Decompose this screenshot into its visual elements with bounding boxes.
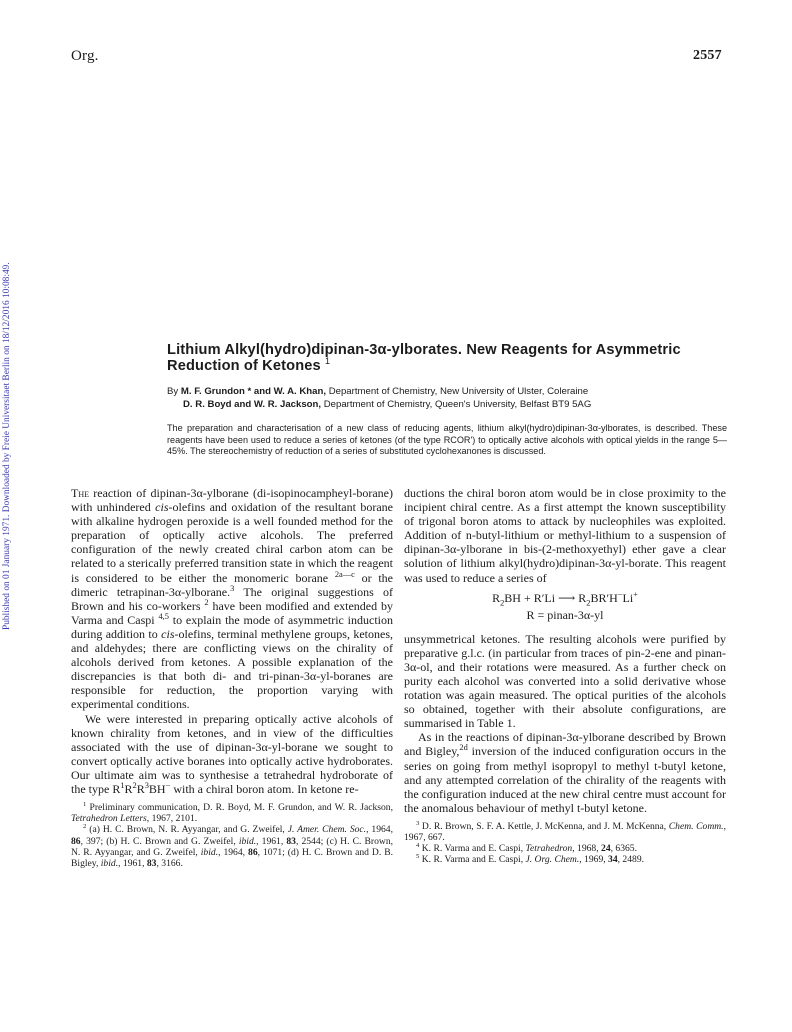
body-paragraph-3: ductions the chiral boron atom would be in close proximity to the incipient chiral centre. As a first attempt the known susceptibility of trigonal boron atoms to attack by nucleophiles was exploited. Addition of n-butyl-lithium or methyl-lithium to a suspension of dipinan-3α-ylborane in bis-(2-methoxyethyl) ether gave a clear solution of lithium alkyl(hydro)dipinan-3α-yl-borate. This reagent was used to reduce a series of [404,486,726,585]
article-title [167,342,727,374]
text-run: As in the reactions of dipinan-3α-ylborane described by Brown and Bigley, [404,730,726,759]
body-paragraph-2 [71,712,393,797]
footnote-5 [404,854,726,865]
subscript: 2 [586,598,591,608]
italic-run: cis [155,500,169,515]
equation-line-1 [404,590,726,607]
author-line-2 [167,399,737,412]
author-prefix: By [167,386,181,397]
text-run: , 1968, [572,843,602,855]
text-run: , 1967, 667. [404,820,726,844]
author-affiliation-2: Department of Chemistry, Queen's University, Belfast BT9 5AG [321,398,592,410]
text-run: K. R. Varma and E. Caspi, [419,843,526,855]
text-run: , 1964, [218,846,249,858]
text-run: , 1961, [118,858,147,870]
footnote-number: 3 [416,819,420,827]
author-line-1 [167,386,737,399]
journal-name: Tetrahedron [525,843,573,855]
download-notice[interactable]: Published on 01 January 1971. Downloaded by Freie Universitaet Berlin on 18/12/2016 10:08:49. [2,262,12,630]
text-run: , 397; (b) H. C. Brown and G. Zweifel, [80,835,239,847]
text-run: Preliminary communication, D. R. Boyd, M. F. Grundon, and W. R. Jackson, [86,802,393,814]
footnote-4 [404,843,726,854]
citation-ref: 4,5 [158,611,169,621]
citation-ref: 2d [459,743,468,753]
footnote-number: 4 [416,842,420,850]
title-footnote-ref: 1 [325,356,331,367]
footnote-number: 1 [83,800,87,808]
volume: 34 [608,854,618,866]
footnote-number: 5 [416,853,420,861]
text-run: -olefins and oxidation of the resultant borane with alkaline hydrogen peroxide is a well founded method for the preparation of optically active alcohols. The preferred configuration of the newly created chiral carbon atom can be related to a sterically preferred transition state in which the reagent is considered to be either the monomeric borane [71,500,393,585]
journal-name: J. Amer. Chem. Soc. [287,824,367,836]
footnote-1 [71,802,393,824]
author-names-2: D. R. Boyd and W. R. Jackson, [183,398,322,410]
volume: 86 [71,835,81,847]
superscript: 2 [132,780,137,790]
footnotes-right [404,821,726,866]
body-paragraph-4: unsymmetrical ketones. The resulting alcohols were purified by preparative g.l.c. (in particular from traces of pin-2-ene and pinan-3α-ol, and their rotations were measured. As a further check on purity each alcohol was converted into a solid derivative whose rotation was again measured. The optical purities of the alcohols so obtained, together with their absolute configurations, are summarised in Table 1. [404,631,726,731]
text-run: or the dimeric tetrapinan-3α-ylborane. [71,570,393,599]
author-names-1: M. F. Grundon * and W. A. Khan, [180,386,327,397]
text-run: with a chiral boron atom. In ketone re- [170,781,359,796]
text-run: We were interested in preparing optically active alcohols of known chirality from ketones, and in view of the difficulties associated with the use of dipinan-3α-yl-borane we sought to convert optically active boranes into optically active hydroborates. Our ultimate aim was to synthesise a tetrahedral hydroborate of the type R [71,711,393,796]
text-run: R [575,590,587,605]
text-run: , 1969, [579,854,609,866]
text-run: Li [622,590,634,605]
journal-name: Tetrahedron Letters [71,813,147,825]
page-number: 2557 [693,48,722,63]
equation-line-2: R = pinan-3α-yl [526,607,604,622]
author-affiliation-1: Department of Chemistry, New University of Ulster, Coleraine [326,386,589,397]
text-run: , 1961, [256,835,287,847]
lead-word: The [71,486,89,500]
footnote-3 [404,821,726,843]
text-run: , 3166. [156,858,183,870]
text-run: R [124,781,133,796]
citation-ref: 2 [204,597,209,607]
text-run: (a) H. C. Brown, N. R. Ayyangar, and G. Zweifel, [86,824,288,836]
volume: 83 [286,835,296,847]
text-run: BH [148,781,166,796]
text-run: R [136,781,145,796]
superscript: + [633,589,638,599]
body-paragraph-1 [71,486,393,712]
superscript: 1 [120,780,125,790]
title-text: Lithium Alkyl(hydro)dipinan-3α-ylborates. New Reagents for Asymmetric Reduction of Ketones [167,342,681,374]
volume: 86 [248,846,258,858]
text-run: -olefins, terminal methylene groups, ketones, and aldehydes; there are conflicting views on the chirality of alcohols derived from ketones. A possible explanation of the discrepancies is that both di- and tri-pinan-3α-yl-boranes are responsible for reduction, the proportion varying with experimental conditions. [71,626,393,712]
journal-name: ibid. [200,846,219,858]
italic-run: cis [161,626,175,641]
text-run: , 2489. [617,854,645,866]
text-run: D. R. Brown, S. F. A. Kettle, J. McKenna, and J. M. McKenna, [419,820,669,832]
body-paragraph-5 [404,730,726,815]
journal-name: J. Org. Chem. [525,854,580,866]
text-run: to explain the mode of asymmetric induction during addition to [71,612,394,641]
text-run: BR′H [590,590,618,605]
superscript: 3 [144,780,149,790]
citation-ref: 3 [230,583,235,593]
text-run: K. R. Varma and E. Caspi, [419,854,526,866]
text-run: , 1071; (d) H. C. Brown and D. B. Bigley, [71,846,393,870]
superscript: − [617,589,623,599]
right-column [404,486,726,866]
citation-ref: 2a—c [334,569,355,579]
footnote-number: 2 [83,823,87,831]
journal-name: Chem. Comm. [668,820,724,832]
abstract: The preparation and characterisation of a new class of reducing agents, lithium alkyl(hydro)dipinan-3α-ylborates, is described. These reagents have been used to reduce a series of ketones (of the type RCOR') to optically active alcohols with optical yields in the range 5—45%. The stereochemistry of reduction of a series of substituted cyclohexanones is discussed. [167,423,727,457]
text-run: have been modified and extended by Varma and Caspi [71,598,393,627]
text-run: , 1964, [366,824,393,836]
subscript: 2 [500,598,505,608]
footnotes-left [71,802,393,869]
journal-name: ibid. [238,835,257,847]
superscript: − [165,780,171,790]
text-run: reaction of dipinan-3α-ylborane (di-isopinocampheyl-borane) with unhindered [71,486,393,515]
left-column [71,486,393,869]
text-run: BH + R′Li [504,590,559,605]
volume: 83 [146,858,157,870]
footnote-2 [71,824,393,869]
text-run: R [492,590,501,605]
reaction-arrow: ⟶ [558,590,576,605]
text-run: , 6365. [610,843,637,855]
text-run: , 2544; (c) H. C. Brown, N. R. Ayyangar, and G. Zweifel, [71,835,394,858]
journal-section-header: Org. [71,48,99,64]
author-block [167,386,737,411]
text-run: inversion of the induced configuration occurs in the series on going from methyl isopropyl to methyl t-butyl ketone, and any attempted correlation of the chirality of the reagents with the configuration induced at the new chiral centre must account for the anomalous behaviour of methyl t-butyl ketone. [404,744,727,815]
journal-name: ibid. [100,858,119,870]
volume: 24 [601,843,611,855]
reaction-equation [404,590,726,624]
text-run: , 1967, 2101. [146,813,198,825]
text-run: The original suggestions of Brown and his co-workers [71,584,394,613]
